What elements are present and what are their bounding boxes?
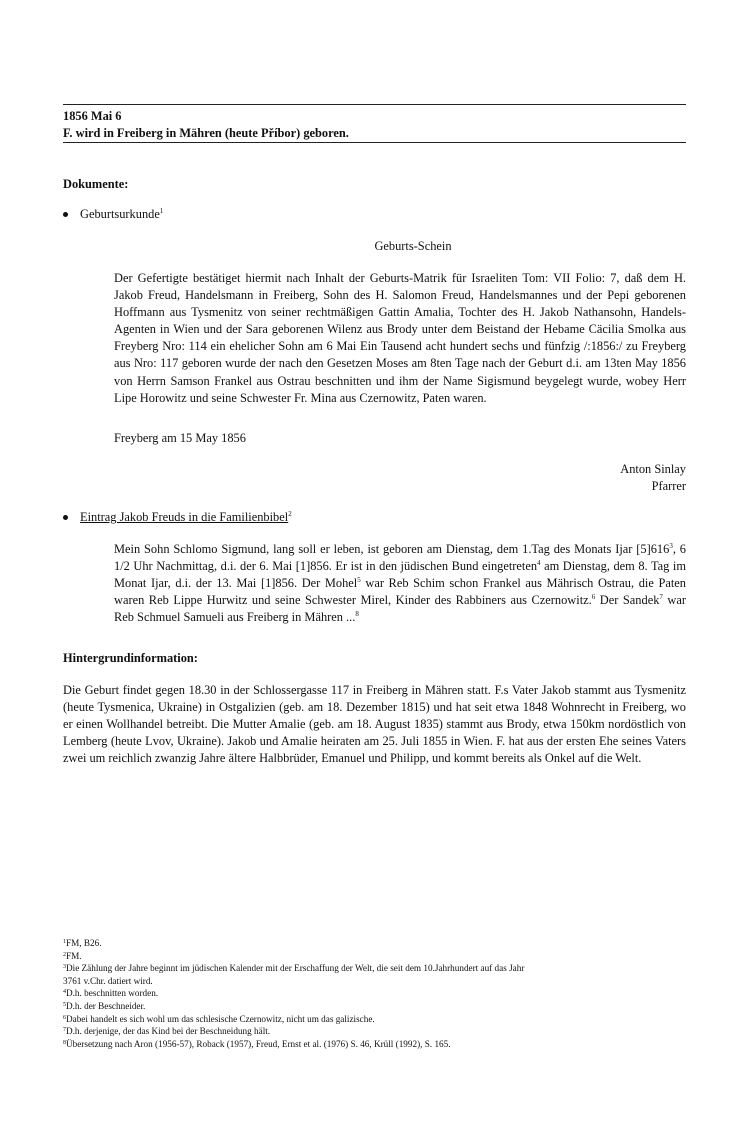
bullet-geburtsurkunde [63, 207, 163, 222]
entry-header [63, 108, 686, 142]
footnote-ref-8[interactable]: 8 [355, 610, 359, 619]
footnote-ref-5[interactable]: 5 [357, 576, 361, 585]
bible-text-2: , 6 1/2 Uhr Nachmittag, d.i. der 6. Mai [1]856. Er ist in den jüdischen Bund eingetreten [114, 542, 686, 574]
bible-text-4: war Reb Schim schon Frankel aus Mährisch Ostrau, die Paten waren Reb Lippe Hurwitz und seine Schwester Mirel, Kinder des Rabbiners aus Czernowitz. [114, 576, 686, 608]
footnote-8: $^8$Übersetzung nach Aron (1956-57), Roback (1957), Freud, Ernst et al. (1976) S. 46, Krüll (1992), S. 165. [63, 1038, 451, 1049]
geburtsurkunde-label: Geburtsurkunde [80, 207, 160, 221]
bullet-familienbibel [63, 510, 292, 525]
bible-text-6: war Reb Schmuel Samueli aus Freiberg in Mähren ... [114, 593, 687, 625]
certificate-paragraph: Der Gefertigte bestätiget hiermit nach Inhalt der Geburts-Matrik für Israeliten Tom: VII Folio: 7, daß dem H. Jakob Freud, Handelsmann in Freiberg, Sohn des H. Salomon Freud, Handelsmannes und der Pepi geborenen Hoffmann aus Tysmenitz von seiner rechtmäßigen Gattin Amalia, Tochter des H. Jakob Nathansohn, Handels-Agenten in Wien und der Sara geborenen Wilenz aus Brody unter dem Beistand der Hebame Cäcilia Smolka aus Freyberg Nro: 114 ein ehelicher Sohn am 6 Mai Ein Tausend acht hundert sechs und fünfzig /:1856:/ zu Freyberg aus Nro: 117 geboren wurde der nach den Gesetzen Moses am 8ten Tage nach der Geburt d.i. am 13ten May 1856 von Herrn Samson Frankel aus Ostrau beschnitten und ihm der Name Sigismund beygelegt wurde, wobey Herr Lipe Horowitz und seine Schwester Fr. Mina aus Czernowitz, Paten waren. [114, 271, 686, 405]
footnote-ref-4[interactable]: 4 [537, 559, 541, 568]
footnote-ref-3[interactable]: 3 [669, 542, 673, 550]
footnote-5: $^5$D.h. der Beschneider. [63, 1000, 146, 1011]
certificate-signature [463, 461, 686, 495]
footnote-4: $^4$D.h. beschnitten worden. [63, 988, 159, 999]
footnote-ref-6[interactable]: 6 [591, 593, 596, 602]
bible-text-1: Mein Sohn Schlomo Sigmund, lang soll er leben, ist geboren am Dienstag, dem 1.Tag des Monats Ijar [5]616 [114, 542, 670, 556]
bible-text-3: am Dienstag, dem 8. Tag im Monat Ijar, d.i. der 13. Mai [1]856. Der Mohel [114, 559, 687, 591]
signer-name: Anton Sinlay [620, 462, 686, 476]
footnote-2: $^2$FM. [63, 950, 82, 961]
entry-title: F. wird in Freiberg in Mähren (heute Příbor) geboren. [63, 126, 349, 140]
signer-role: Pfarrer [651, 479, 686, 493]
certificate-title: Geburts-Schein [374, 239, 452, 253]
footnote-6: $^6$Dabei handelt es sich wohl um das schlesische Czernowitz, nicht um das galizische. [63, 1013, 375, 1024]
header-bottom-rule [63, 142, 686, 143]
footnote-ref-7[interactable]: 7 [659, 593, 663, 602]
bible-entry [114, 541, 686, 626]
familienbibel-link[interactable]: Eintrag Jakob Freuds in die Familienbibel [80, 510, 289, 524]
footnote-3-continued: 3761 v.Chr. datiert wird. [63, 975, 153, 986]
hintergrund-heading: Hintergrundinformation: [63, 651, 198, 665]
bible-paragraph [114, 541, 686, 626]
entry-date: 1856 Mai 6 [63, 109, 122, 123]
bullet-dot [63, 515, 68, 520]
footnote-7: $^7$D.h. derjenige, der das Kind bei der Beschneidung hält. [63, 1026, 271, 1037]
footnote-1: $^1$FM, B26. [63, 938, 102, 948]
footnotes [63, 937, 703, 1050]
hintergrund-text: Die Geburt findet gegen 18.30 in der Schlossergasse 117 in Freiberg in Mähren statt. F.s Vater Jakob stammt aus Tysmenitz (heute Tysmenica, Ukraine) in Ostgalizien (geb. am 18. Dezember 1815) und hat seit etwa 1848 Wohnrecht in Freiberg, wo er einen Wollhandel betreibt. Die Mutter Amalie (geb. am 18. August 1835) stammt aus Brody, etwa 150km nordöstlich von Lemberg (heute Lvov, Ukraine). Jakob und Amalie heiraten am 25. Juli 1855 in Wien. F. hat aus der ersten Ehe seines Vaters zwei um reichlich zwanzig Jahre ältere Halbbrüder, Emanuel und Philipp, und kommt bereits als Onkel auf die Welt. [63, 683, 686, 765]
header-top-rule [63, 104, 686, 105]
certificate-place-date: Freyberg am 15 May 1856 [114, 431, 246, 445]
bible-text-5: Der Sandek [595, 593, 660, 608]
footnote-3: $^3$Die Zählung der Jahre beginnt im jüdischen Kalender mit der Erschaffung der Welt, die seit dem 10.Jahrhundert auf das Jahr [63, 963, 525, 974]
bullet-dot [63, 212, 68, 217]
footnote-ref-2[interactable]: 2 [288, 510, 292, 518]
certificate-text [114, 270, 686, 407]
footnote-ref-1[interactable]: 1 [159, 207, 164, 215]
dokumente-heading: Dokumente: [63, 177, 129, 191]
